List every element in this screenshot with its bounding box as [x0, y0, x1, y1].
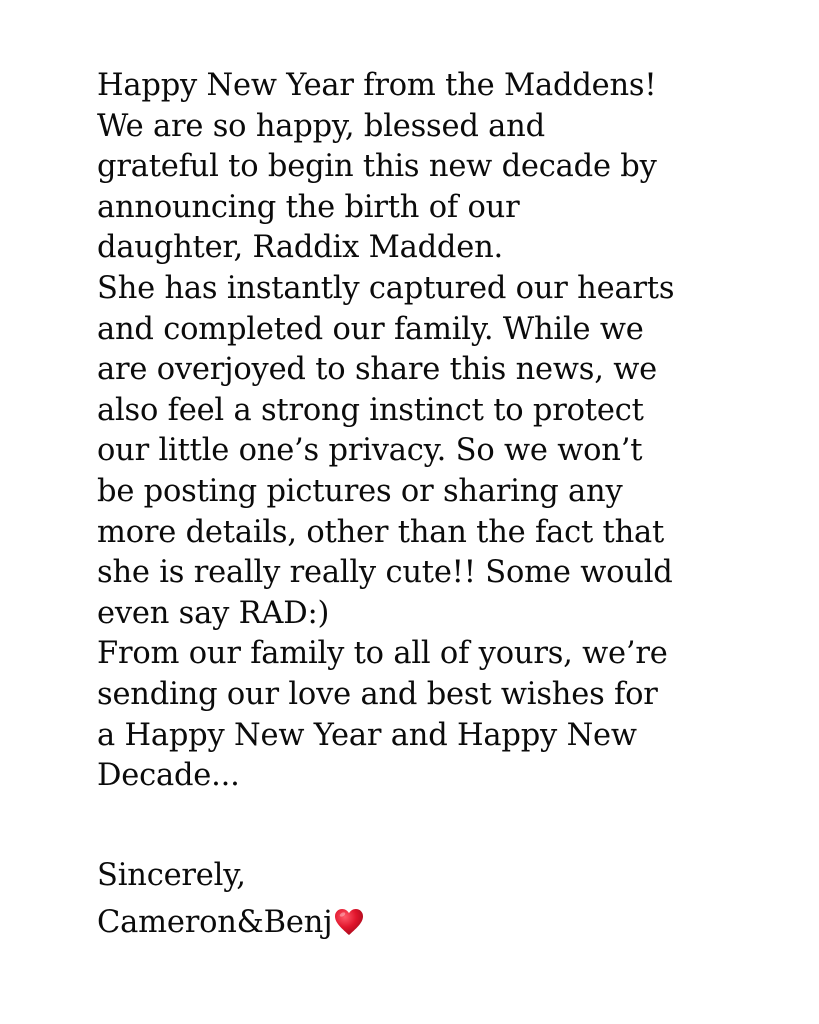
message-line: She has instantly captured our hearts [97, 270, 675, 306]
announcement-note [97, 66, 797, 943]
message-line: Decade... [97, 758, 240, 794]
message-line: and completed our family. While we [97, 311, 644, 347]
message-line: sending our love and best wishes for [97, 676, 658, 712]
message-line: be posting pictures or sharing any [97, 473, 623, 509]
signature-text: Cameron&Benj [97, 904, 333, 940]
paragraph-spacer [97, 797, 797, 838]
message-line: are overjoyed to share this news, we [97, 352, 657, 388]
message-line: announcing the birth of our [97, 189, 520, 225]
message-line: Happy New Year from the Maddens! [97, 68, 657, 103]
red-heart-icon [334, 907, 364, 935]
message-line: also feel a strong instinct to protect [97, 392, 644, 428]
message-line: We are so happy, blessed and [97, 108, 545, 144]
message-line: even say RAD:) [97, 595, 330, 631]
message-line: our little one’s privacy. So we won’t [97, 433, 643, 469]
message-line: grateful to begin this new decade by [97, 149, 657, 185]
message-line: she is really really cute!! Some would [97, 555, 673, 591]
message-line: daughter, Raddix Madden. [97, 230, 504, 266]
message-line: From our family to all of yours, we’re [97, 636, 668, 672]
closing-text: Sincerely, [97, 858, 246, 894]
message-line: a Happy New Year and Happy New [97, 717, 637, 753]
message-line: more details, other than the fact that [97, 514, 665, 550]
signature [97, 903, 797, 944]
